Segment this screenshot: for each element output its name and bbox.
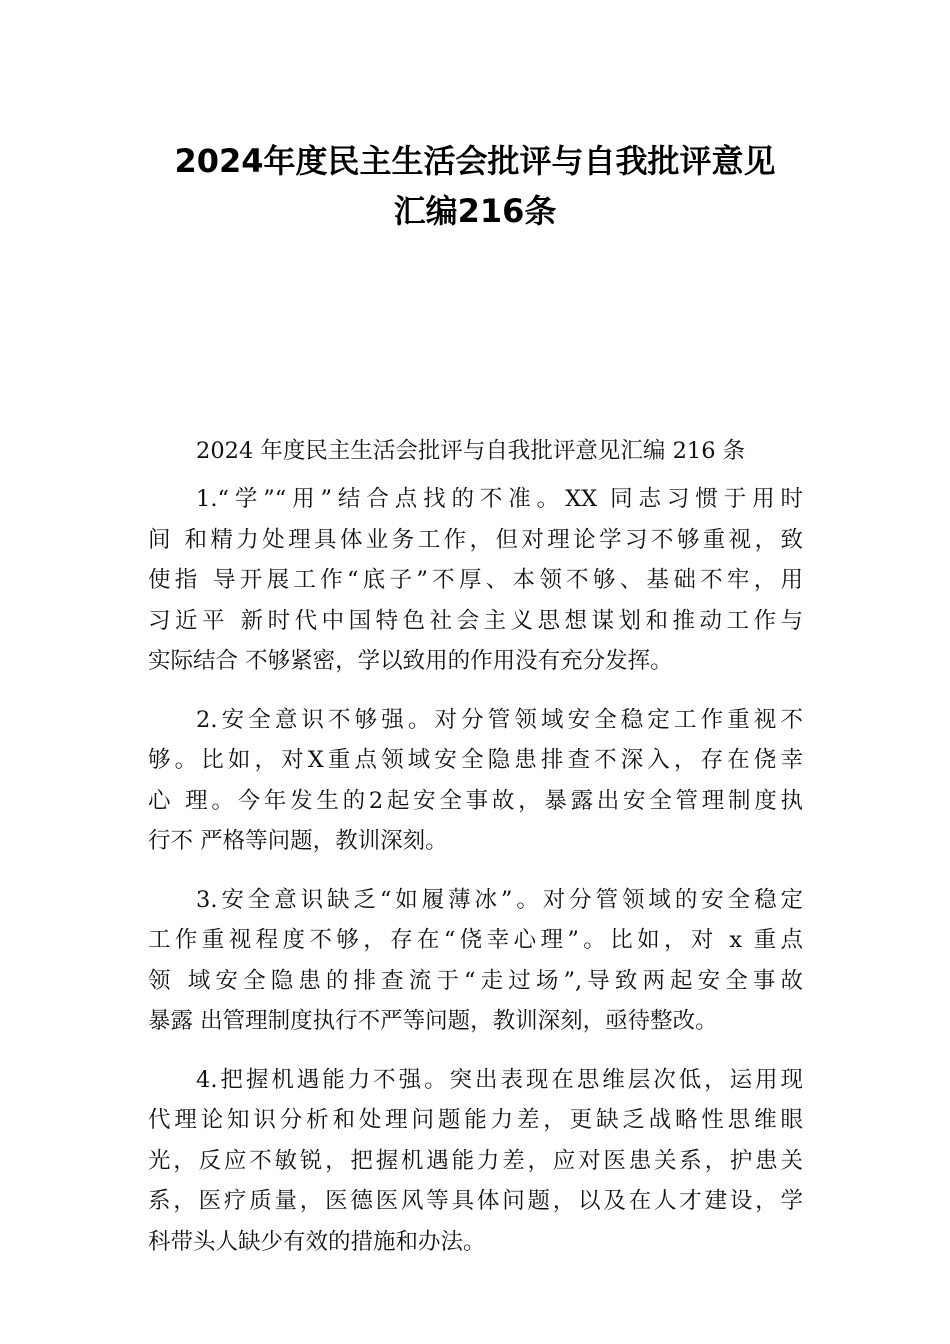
- paragraph-line: 使指 导开展工作“底子”不厚、本领不够、基础不牢，用: [148, 567, 803, 593]
- paragraph-line: 2.安全意识不够强。对分管领域安全稳定工作重视不: [196, 706, 803, 733]
- paragraph-line: 够。比如，对X重点领域安全隐患排查不深入，存在侥幸: [148, 747, 803, 773]
- paragraph-line: 工作重视程度不够，存在“侥幸心理”。比如，对 x 重点: [148, 927, 803, 953]
- paragraph-line: 光，反应不敏锐，把握机遇能力差，应对医患关系，护患关: [148, 1147, 803, 1174]
- paragraph-4: [148, 1060, 803, 1263]
- paragraph-line: 行不 严格等问题，教训深刻。: [148, 828, 448, 854]
- paragraph-line: 科带头人缺少有效的措施和办法。: [148, 1228, 486, 1255]
- paragraph-line: 实际结合 不够紧密，学以致用的作用没有充分发挥。: [148, 648, 673, 674]
- paragraph-3: [148, 880, 803, 1042]
- paragraph-line: 代理论知识分析和处理问题能力差，更缺乏战略性思维眼: [148, 1107, 803, 1133]
- paragraph-line: 间 和精力处理具体业务工作，但对理论学习不够重视，致: [148, 526, 803, 553]
- document-subtitle: 2024 年度民主生活会批评与自我批评意见汇编 216 条: [196, 438, 746, 464]
- paragraph-line: 4.把握机遇能力不强。突出表现在思维层次低，运用现: [196, 1066, 803, 1093]
- paragraph-line: 心 理。今年发生的2起安全事故，暴露出安全管理制度执: [148, 787, 803, 814]
- title-line-1: 2024年度民主生活会批评与自我批评意见: [174, 142, 776, 180]
- paragraph-line: 习近平 新时代中国特色社会主义思想谋划和推动工作与: [148, 607, 803, 634]
- paragraph-line: 3.安全意识缺乏“如履薄冰”。对分管领域的安全稳定: [196, 886, 803, 913]
- paragraph-line: 系，医疗质量，医德医风等具体问题，以及在人才建设，学: [148, 1188, 803, 1214]
- title-line-2: 汇编216条: [393, 192, 557, 230]
- paragraph-1: [148, 479, 803, 682]
- document-title: [60, 136, 890, 236]
- document-body: [148, 430, 803, 1280]
- paragraph-line: 1.“学”“用”结合点找的不准。XX 同志习惯于用时: [196, 486, 803, 512]
- paragraph-line: 领 域安全隐患的排查流于“走过场”,导致两起安全事故: [148, 967, 803, 994]
- paragraph-line: 暴露 出管理制度执行不严等问题，教训深刻，亟待整改。: [148, 1008, 718, 1034]
- paragraph-2: [148, 700, 803, 862]
